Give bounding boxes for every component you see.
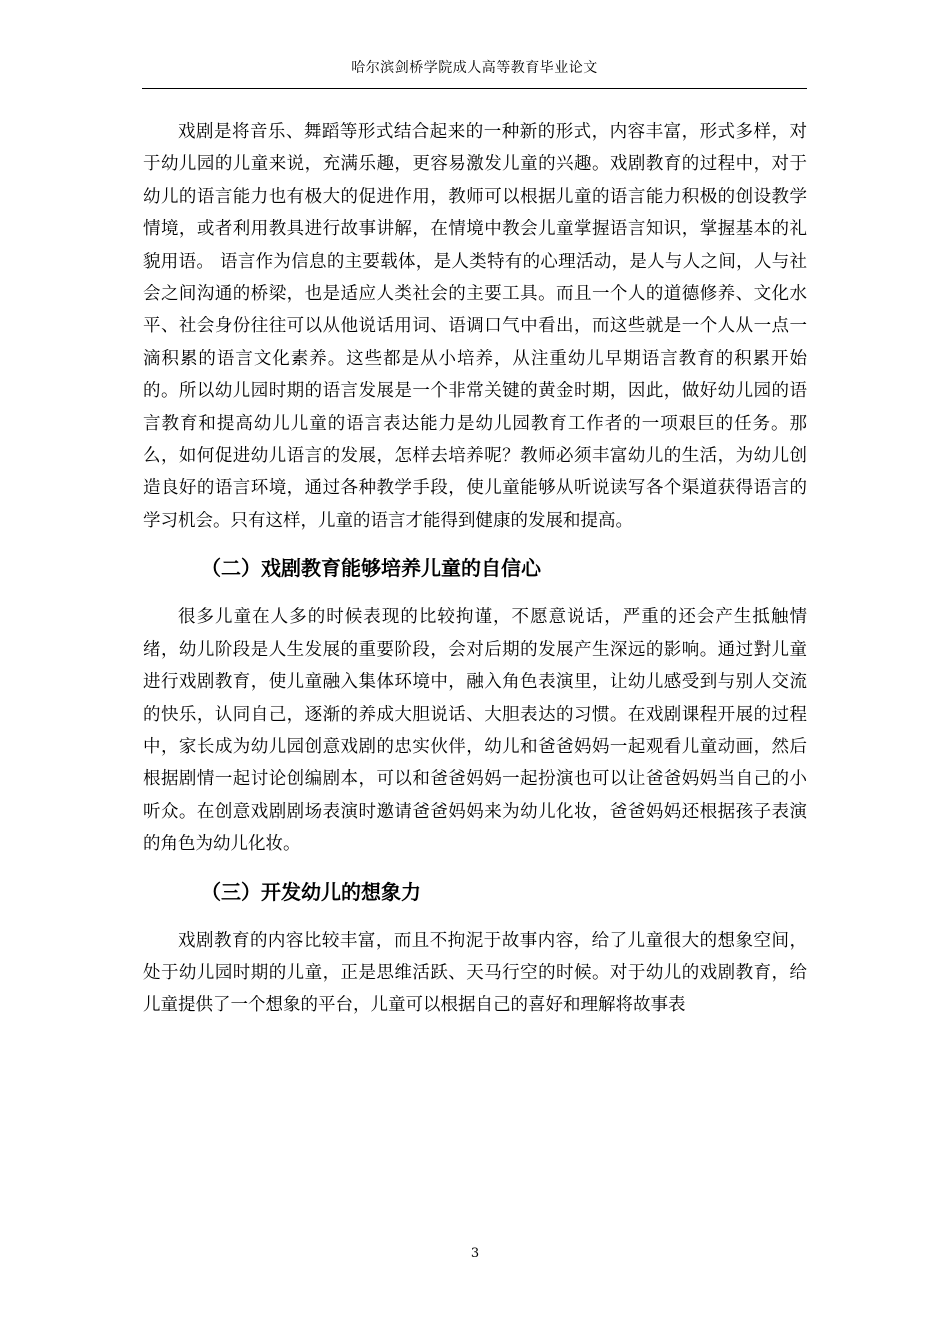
body-paragraph-2: 很多儿童在人多的时候表现的比较拘谨，不愿意说话，严重的还会产生抵触情绪，幼儿阶段是人生发展的重要阶段，会对后期的发展产生深远的影响。通过對儿童进行戏剧教育，使儿童融入集体环境中，融入角色表演里，让幼儿感受到与别人交流的快乐，认同自己，逐渐的养成大胆说话、大胆表达的习惯。在戏剧课程开展的过程中，家长成为幼儿园创意戏剧的忠实伙伴，幼儿和爸爸妈妈一起观看儿童动画，然后根据剧情一起讨论创编剧本，可以和爸爸妈妈一起扮演也可以让爸爸妈妈当自己的小听众。在创意戏剧剧场表演时邀请爸爸妈妈来为幼儿化妆，爸爸妈妈还根据孩子表演的角色为幼儿化妆。: [143, 607, 807, 855]
body-paragraph-1: 戏剧是将音乐、舞蹈等形式结合起来的一种新的形式，内容丰富，形式多样，对于幼儿园的儿童来说，充满乐趣，更容易激发儿童的兴趣。戏剧教育的过程中，对于幼儿的语言能力也有极大的促进作用，教师可以根据儿童的语言能力积极的创设教学情境，或者利用教具进行故事讲解，在情境中教会儿童掌握语言知识，掌握基本的礼貌用语。 语言作为信息的主要载体，是人类特有的心理活动，是人与人之间，人与社会之间沟通的桥梁，也是适应人类社会的主要工具。而且一个人的道德修养、文化水平、社会身份往往可以从他说话用词、语调口气中看出，而这些就是一个人从一点一滴积累的语言文化素养。这些都是从小培养，从注重幼儿早期语言教育的积累开始的。所以幼儿园时期的语言发展是一个非常关键的黄金时期，因此，做好幼儿园的语言教育和提高幼儿儿童的语言表达能力是幼儿园教育工作者的一项艰巨的任务。那么，如何促进幼儿语言的发展，怎样去培养呢？教师必须丰富幼儿的生活，为幼儿创造良好的语言环境，通过各种教学手段，使儿童能够从听说读写各个渠道获得语言的学习机会。只有这样，儿童的语言才能得到健康的发展和提高。: [143, 122, 807, 531]
body-paragraph-3: 戏剧教育的内容比较丰富，而且不拘泥于故事内容，给了儿童很大的想象空间，处于幼儿园时期的儿童，正是思维活跃、天马行空的时候。对于幼儿的戏剧教育，给儿童提供了一个想象的平台，儿童可以根据自己的喜好和理解将故事表: [143, 930, 807, 1016]
section-heading-3: （三）开发幼儿的想象力: [201, 879, 421, 904]
page-number: 3: [470, 1246, 480, 1261]
header-divider: [142, 88, 807, 89]
section-heading-2: （二）戏剧教育能够培养儿童的自信心: [201, 556, 541, 581]
document-body: [143, 116, 807, 1022]
page-header: 哈尔滨剑桥学院成人高等教育毕业论文: [351, 60, 598, 76]
